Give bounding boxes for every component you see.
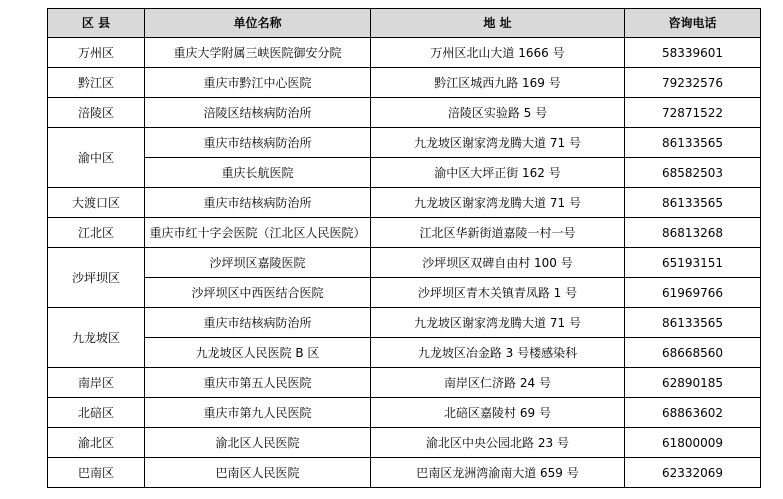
address-cell: 九龙坡区谢家湾龙腾大道 71 号	[371, 128, 625, 158]
unit-cell: 重庆市黔江中心医院	[145, 68, 371, 98]
address-cell: 江北区华新街道嘉陵一村一号	[371, 218, 625, 248]
phone-cell: 65193151	[625, 248, 761, 278]
phone-cell: 79232576	[625, 68, 761, 98]
address-cell: 巴南区龙洲湾渝南大道 659 号	[371, 458, 625, 488]
phone-cell: 68863602	[625, 398, 761, 428]
unit-cell: 涪陵区结核病防治所	[145, 98, 371, 128]
phone-cell: 61800009	[625, 428, 761, 458]
table-row	[48, 458, 761, 488]
table-row	[48, 158, 761, 188]
phone-cell: 68582503	[625, 158, 761, 188]
district-cell: 九龙坡区	[48, 308, 145, 368]
address-cell: 沙坪坝区青木关镇青凤路 1 号	[371, 278, 625, 308]
header-row	[48, 9, 761, 38]
table-row	[48, 38, 761, 68]
district-cell: 大渡口区	[48, 188, 145, 218]
district-cell: 北碚区	[48, 398, 145, 428]
district-cell: 万州区	[48, 38, 145, 68]
unit-cell: 重庆市第五人民医院	[145, 368, 371, 398]
unit-cell: 重庆市第九人民医院	[145, 398, 371, 428]
unit-cell: 重庆市结核病防治所	[145, 308, 371, 338]
unit-cell: 九龙坡区人民医院 B 区	[145, 338, 371, 368]
unit-cell: 沙坪坝区嘉陵医院	[145, 248, 371, 278]
table-row	[48, 368, 761, 398]
table-row	[48, 398, 761, 428]
phone-cell: 62890185	[625, 368, 761, 398]
table-row	[48, 308, 761, 338]
table-row	[48, 338, 761, 368]
table-row	[48, 248, 761, 278]
unit-cell: 重庆大学附属三峡医院御安分院	[145, 38, 371, 68]
district-cell: 渝中区	[48, 128, 145, 188]
address-cell: 北碚区嘉陵村 69 号	[371, 398, 625, 428]
table-row	[48, 98, 761, 128]
phone-cell: 68668560	[625, 338, 761, 368]
address-cell: 涪陵区实验路 5 号	[371, 98, 625, 128]
address-cell: 九龙坡区谢家湾龙腾大道 71 号	[371, 188, 625, 218]
phone-cell: 58339601	[625, 38, 761, 68]
address-cell: 南岸区仁济路 24 号	[371, 368, 625, 398]
header-phone: 咨询电话	[625, 9, 761, 38]
header-address: 地 址	[371, 9, 625, 38]
district-cell: 涪陵区	[48, 98, 145, 128]
table-row	[48, 188, 761, 218]
phone-cell: 72871522	[625, 98, 761, 128]
unit-cell: 沙坪坝区中西医结合医院	[145, 278, 371, 308]
unit-cell: 巴南区人民医院	[145, 458, 371, 488]
unit-cell: 重庆长航医院	[145, 158, 371, 188]
phone-cell: 61969766	[625, 278, 761, 308]
table-row	[48, 428, 761, 458]
unit-cell: 重庆市结核病防治所	[145, 188, 371, 218]
district-cell: 渝北区	[48, 428, 145, 458]
table-row	[48, 128, 761, 158]
table-row	[48, 278, 761, 308]
phone-cell: 86133565	[625, 188, 761, 218]
district-cell: 江北区	[48, 218, 145, 248]
phone-cell: 86133565	[625, 308, 761, 338]
clinic-table	[47, 8, 761, 488]
district-cell: 黔江区	[48, 68, 145, 98]
district-cell: 沙坪坝区	[48, 248, 145, 308]
phone-cell: 86813268	[625, 218, 761, 248]
district-cell: 巴南区	[48, 458, 145, 488]
header-district: 区 县	[48, 9, 145, 38]
address-cell: 沙坪坝区双碑自由村 100 号	[371, 248, 625, 278]
address-cell: 九龙坡区谢家湾龙腾大道 71 号	[371, 308, 625, 338]
phone-cell: 62332069	[625, 458, 761, 488]
address-cell: 万州区北山大道 1666 号	[371, 38, 625, 68]
header-unit: 单位名称	[145, 9, 371, 38]
unit-cell: 渝北区人民医院	[145, 428, 371, 458]
address-cell: 渝北区中央公园北路 23 号	[371, 428, 625, 458]
phone-cell: 86133565	[625, 128, 761, 158]
unit-cell: 重庆市结核病防治所	[145, 128, 371, 158]
unit-cell: 重庆市红十字会医院（江北区人民医院）	[145, 218, 371, 248]
address-cell: 渝中区大坪正街 162 号	[371, 158, 625, 188]
address-cell: 九龙坡区冶金路 3 号楼感染科	[371, 338, 625, 368]
table-row	[48, 68, 761, 98]
district-cell: 南岸区	[48, 368, 145, 398]
address-cell: 黔江区城西九路 169 号	[371, 68, 625, 98]
table-row	[48, 218, 761, 248]
